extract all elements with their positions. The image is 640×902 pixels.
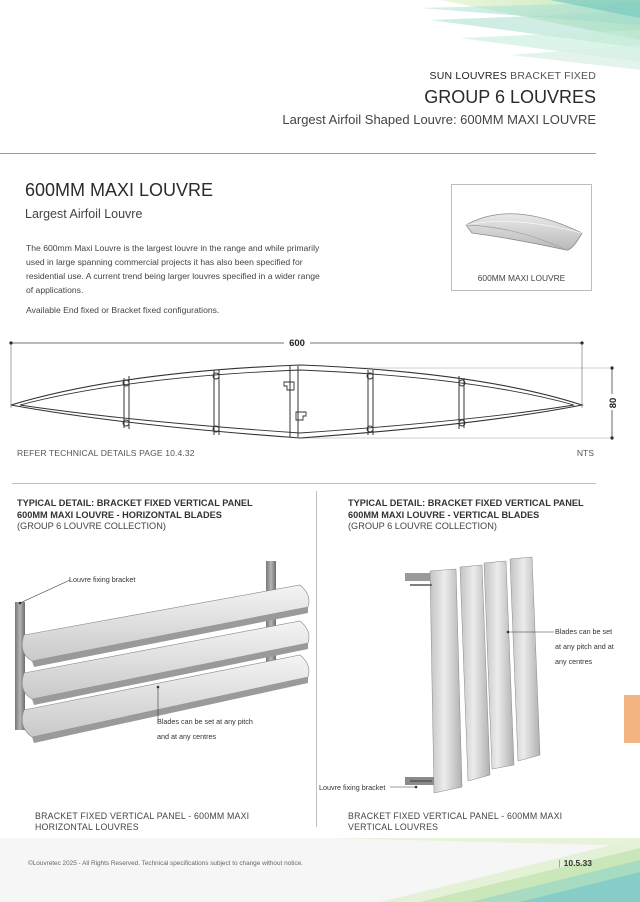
profile-divider xyxy=(12,483,596,484)
louvre-profile-drawing xyxy=(0,330,640,445)
callout-blades-pitch-line1: Blades can be set at any pitch xyxy=(157,717,253,726)
technical-reference-note: REFER TECHNICAL DETAILS PAGE 10.4.32 xyxy=(17,448,195,458)
callout-louvre-fixing-bracket: Louvre fixing bracket xyxy=(69,575,136,584)
header-category xyxy=(430,70,596,82)
page-number-value: 10.5.33 xyxy=(563,858,592,868)
page-number: | 10.5.33 xyxy=(558,858,592,868)
height-dimension-label: 80 xyxy=(608,397,619,409)
caption-vertical-line2: VERTICAL LOUVRES xyxy=(348,821,439,832)
width-dimension-label: 600 xyxy=(289,338,305,349)
detail-horizontal-heading-line1: TYPICAL DETAIL: BRACKET FIXED VERTICAL PANEL xyxy=(17,498,253,508)
caption-vertical-louvres xyxy=(348,811,562,832)
callout-vertical-line3: any centres xyxy=(555,657,593,666)
footer-decoration xyxy=(0,838,640,902)
product-description: The 600mm Maxi Louvre is the largest louvre in the range and while primarily used in large spanning commercial projects it has also been specified for residential use. A current trend being larger louvres specified in a wider range of applications. xyxy=(26,243,320,295)
detail-vertical-collection: (GROUP 6 LOUVRE COLLECTION) xyxy=(348,521,497,531)
callout-leader-lines xyxy=(390,630,560,800)
product-title: 600MM MAXI LOUVRE xyxy=(25,180,214,200)
detail-horizontal-collection: (GROUP 6 LOUVRE COLLECTION) xyxy=(17,521,166,531)
page-subtitle: Largest Airfoil Shaped Louvre: 600MM MAXI LOUVRE xyxy=(282,112,596,127)
caption-horizontal-louvres xyxy=(35,811,249,832)
callout-blades-pitch-line2: and at any centres xyxy=(157,732,217,741)
callout-vertical-line2: at any pitch and at xyxy=(555,642,614,651)
not-to-scale-note: NTS xyxy=(576,448,594,458)
caption-horizontal-line2: HORIZONTAL LOUVRES xyxy=(35,821,139,832)
header-decoration xyxy=(400,0,640,70)
callout-vertical-blades-pitch xyxy=(555,624,614,669)
detail-vertical-heading-line1: TYPICAL DETAIL: BRACKET FIXED VERTICAL PANEL xyxy=(348,498,584,508)
product-subtitle: Largest Airfoil Louvre xyxy=(25,207,143,221)
header-category-bold: SUN LOUVRES xyxy=(429,70,508,82)
detail-vertical-heading-line2: 600MM MAXI LOUVRE - VERTICAL BLADES xyxy=(348,510,540,520)
callout-vertical-line1: Blades can be set xyxy=(555,627,613,636)
detail-horizontal-heading-line2: 600MM MAXI LOUVRE - HORIZONTAL BLADES xyxy=(17,510,222,520)
caption-vertical-line1: BRACKET FIXED VERTICAL PANEL - 600MM MAXI xyxy=(348,811,563,821)
callout-blades-pitch xyxy=(157,714,253,744)
header-category-light: BRACKET FIXED xyxy=(510,70,596,82)
detail-column-divider xyxy=(316,491,317,827)
louvre-blade-image xyxy=(452,195,593,275)
page-title: GROUP 6 LOUVRES xyxy=(424,87,596,107)
callout-vertical-fixing-bracket: Louvre fixing bracket xyxy=(319,783,386,792)
section-tab xyxy=(624,695,640,743)
caption-horizontal-line1: BRACKET FIXED VERTICAL PANEL - 600MM MAXI xyxy=(35,811,250,821)
product-image-caption: 600MM MAXI LOUVRE xyxy=(477,273,566,283)
product-configurations: Available End fixed or Bracket fixed configurations. xyxy=(26,305,220,315)
header-divider xyxy=(0,153,596,154)
footer-copyright: ©Louvretec 2025 - All Rights Reserved. Technical specifications subject to change without notice. xyxy=(28,860,303,867)
horizontal-blades-illustration xyxy=(10,555,315,785)
detail-vertical-heading xyxy=(348,497,584,531)
detail-horizontal-heading xyxy=(17,497,253,531)
